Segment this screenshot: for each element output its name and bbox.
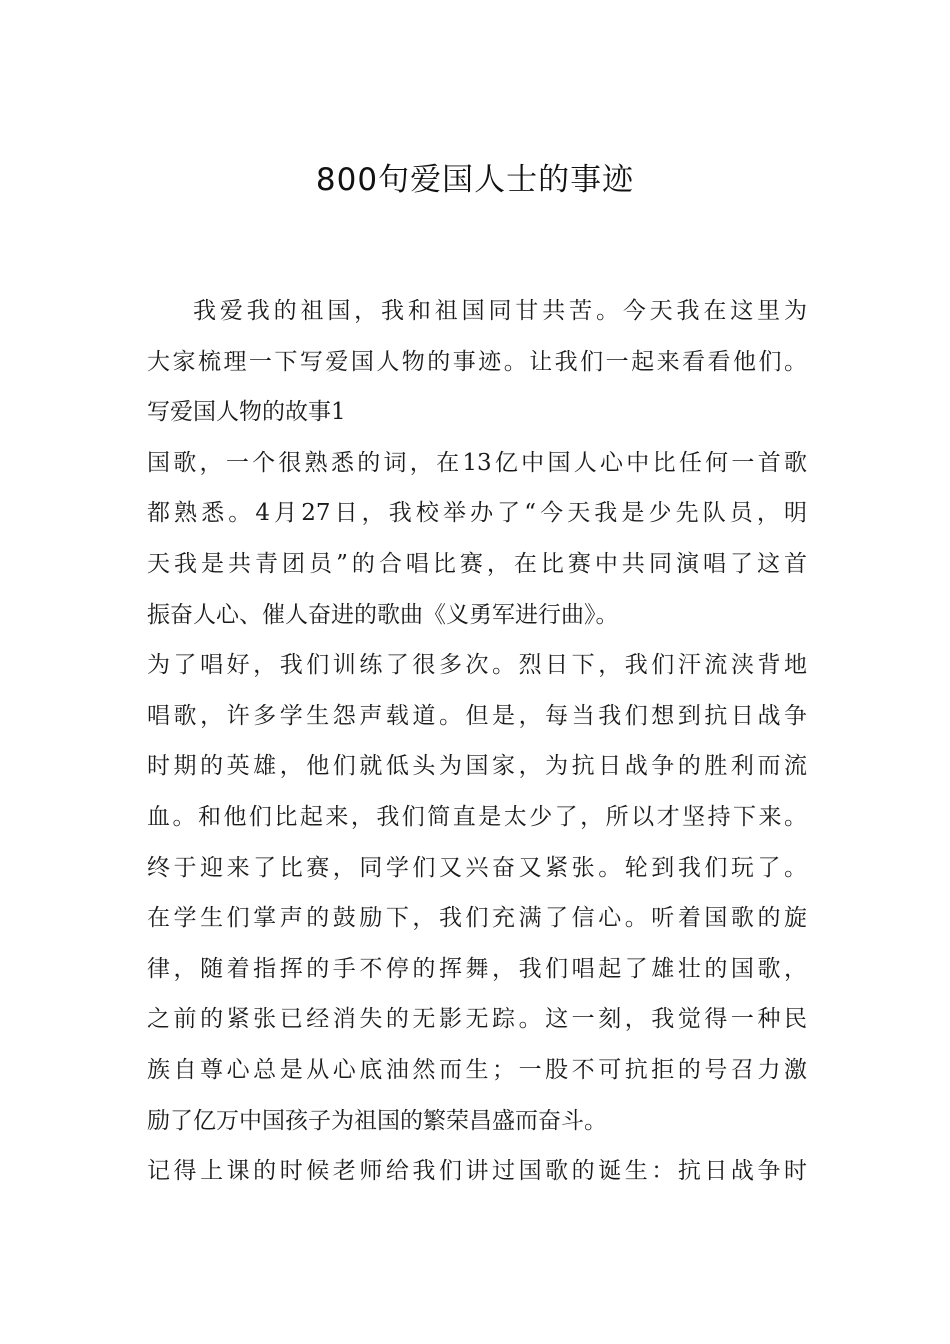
paragraph-line: 我爱我的祖国，我和祖国同甘共苦。今天我在这里为	[193, 298, 807, 324]
paragraph-line: 都熟悉。4月27日，我校举办了“今天我是少先队员，明	[147, 500, 807, 527]
paragraph-line: 唱歌，许多学生怨声载道。但是，每当我们想到抗日战争	[147, 702, 807, 729]
paragraph-line: 终于迎来了比赛，同学们又兴奋又紧张。轮到我们玩了。	[147, 854, 807, 881]
paragraph-line: 律，随着指挥的手不停的挥舞，我们唱起了雄壮的国歌，	[147, 955, 807, 982]
paragraph-line: 时期的英雄，他们就低头为国家，为抗日战争的胜利而流	[147, 753, 807, 780]
document-title: 800句爱国人士的事迹	[315, 162, 635, 198]
paragraph-line: 为了唱好，我们训练了很多次。烈日下，我们汗流浃背地	[147, 652, 807, 679]
document-body	[147, 286, 807, 1197]
paragraph-line: 大家梳理一下写爱国人物的事迹。让我们一起来看看他们。	[147, 348, 807, 375]
paragraph-line: 族自尊心总是从心底油然而生；一股不可抗拒的号召力激	[147, 1056, 807, 1083]
paragraph-line: 之前的紧张已经消失的无影无踪。这一刻，我觉得一种民	[147, 1006, 807, 1033]
paragraph-line: 血。和他们比起来，我们简直是太少了，所以才坚持下来。	[147, 803, 807, 830]
paragraph-line: 振奋人心、催人奋进的歌曲《义勇军进行曲》。	[147, 601, 619, 628]
paragraph-line: 天我是共青团员”的合唱比赛，在比赛中共同演唱了这首	[147, 550, 807, 577]
paragraph-line: 国歌，一个很熟悉的词，在13亿中国人心中比任何一首歌	[147, 449, 807, 476]
paragraph-line: 在学生们掌声的鼓励下，我们充满了信心。听着国歌的旋	[147, 905, 807, 932]
paragraph-line: 记得上课的时候老师给我们讲过国歌的诞生：抗日战争时	[147, 1158, 807, 1185]
paragraph-line: 励了亿万中国孩子为祖国的繁荣昌盛而奋斗。	[147, 1107, 607, 1134]
section-heading: 写爱国人物的故事1	[147, 399, 346, 426]
